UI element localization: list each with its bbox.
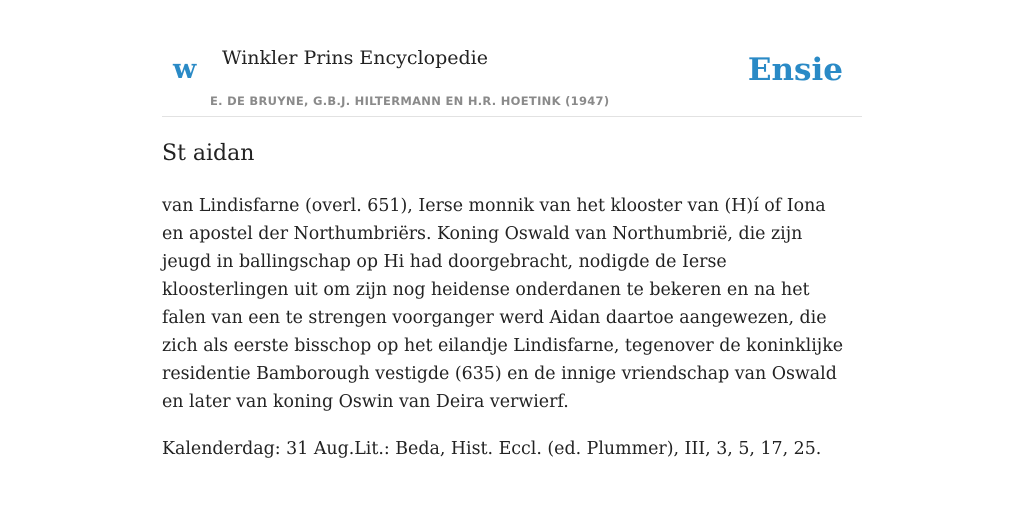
book-title[interactable]: Winkler Prins Encyclopedie xyxy=(222,47,488,69)
authors-line: E. DE BRUYNE, G.B.J. HILTERMANN EN H.R. HOETINK (1947) xyxy=(210,94,610,108)
entry-paragraph: van Lindisfarne (overl. 651), Ierse monnik van het klooster van (H)í of Iona en apostel der Northumbriërs. Koning Oswald van Northumbrië, die zijn jeugd in ballingschap op Hi had doorgebracht, nodigde de Ierse kloosterlingen uit om zijn nog heidense onderdanen te bekeren en na het falen van een te strengen voorganger werd Aidan daartoe aangewezen, die zich als eerste bisschop op het eilandje Lindisfarne, tegenover de koninklijke residentie Bamborough vestigde (635) en de innige vriendschap van Oswald en later van koning Oswin van Deira verwierf. xyxy=(162,196,844,412)
entry-references: Kalenderdag: 31 Aug.Lit.: Beda, Hist. Eccl. (ed. Plummer), III, 3, 5, 17, 25. xyxy=(162,439,822,459)
header xyxy=(162,0,862,117)
entry-title: St aidan xyxy=(162,141,255,166)
encyclopedia-logo[interactable]: w xyxy=(173,54,197,85)
ensie-logo-link[interactable]: Ensie xyxy=(747,52,843,88)
